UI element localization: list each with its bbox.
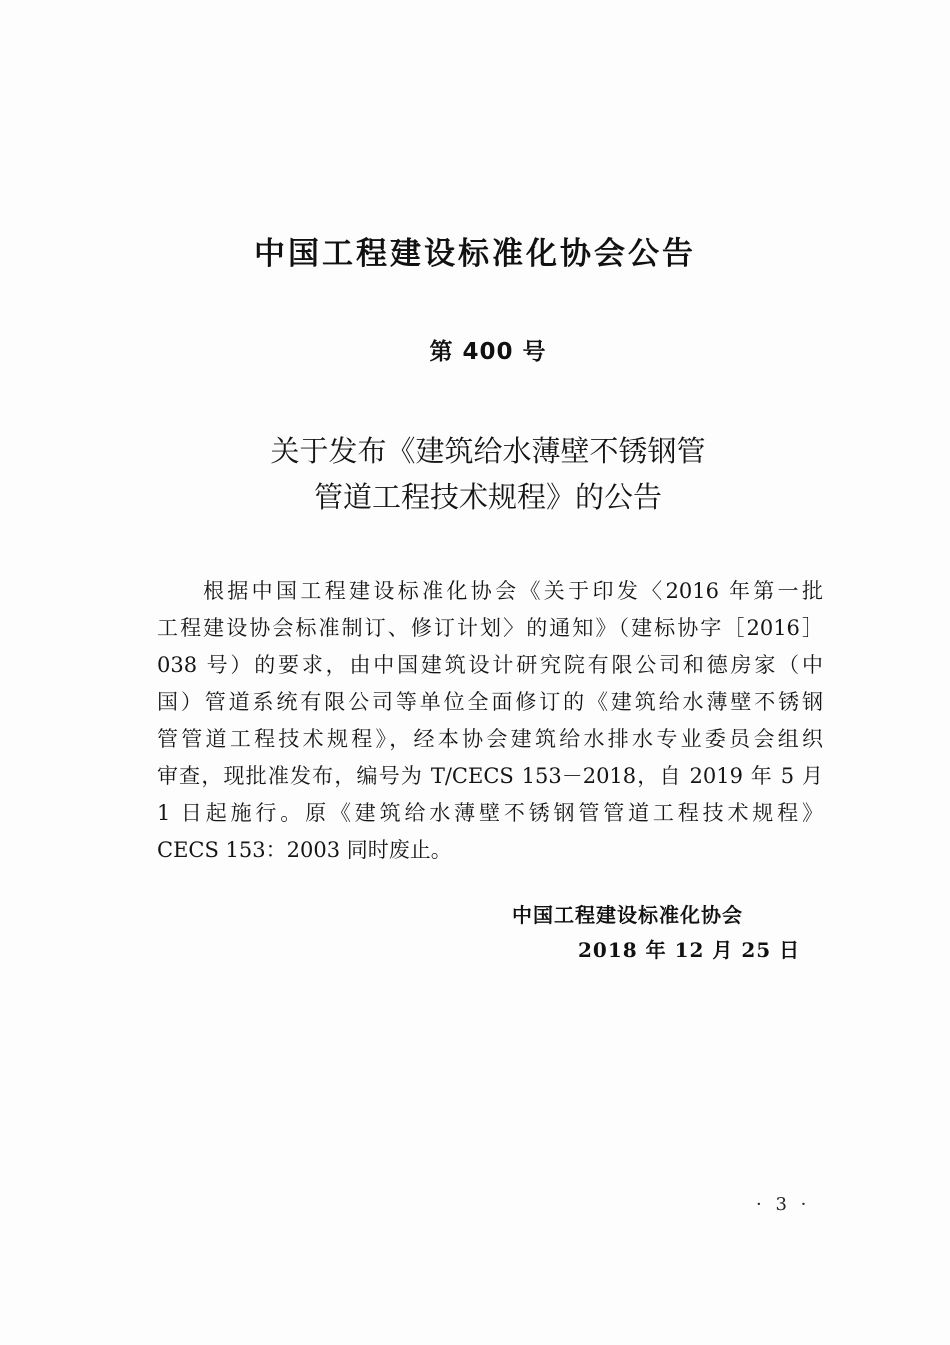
signature-organization: 中国工程建设标准化协会 (512, 903, 743, 927)
body-line: 1 日起施行。原《建筑给水薄壁不锈钢管管道工程技术规程》 (157, 801, 823, 825)
body-line: 038 号）的要求，由中国建筑设计研究院有限公司和德房家（中 (157, 653, 823, 677)
body-line: CECS 153：2003 同时废止。 (157, 838, 452, 862)
body-line: 国）管道系统有限公司等单位全面修订的《建筑给水薄壁不锈钢 (157, 690, 823, 714)
page-number: · 3 · (756, 1194, 811, 1215)
body-line: 工程建设协会标准制订、修订计划〉的通知》（建标协字［2016］ (157, 616, 823, 640)
subtitle-line: 关于发布《建筑给水薄壁不锈钢管 (270, 434, 706, 468)
announcement-subtitle (0, 428, 950, 520)
body-line: 管管道工程技术规程》，经本协会建筑给水排水专业委员会组织 (157, 727, 823, 751)
announcement-title: 中国工程建设标准化协会公告 (254, 236, 696, 272)
body-line: 根据中国工程建设标准化协会《关于印发〈2016 年第一批 (203, 579, 823, 603)
signature-date: 2018 年 12 月 25 日 (578, 938, 801, 962)
announcement-body (157, 573, 823, 869)
body-line: 审查，现批准发布，编号为 T/CECS 153－2018，自 2019 年 5 月 (157, 764, 823, 788)
subtitle-line: 管道工程技术规程》的公告 (313, 480, 662, 514)
announcement-number: 第 400 号 (429, 339, 547, 365)
